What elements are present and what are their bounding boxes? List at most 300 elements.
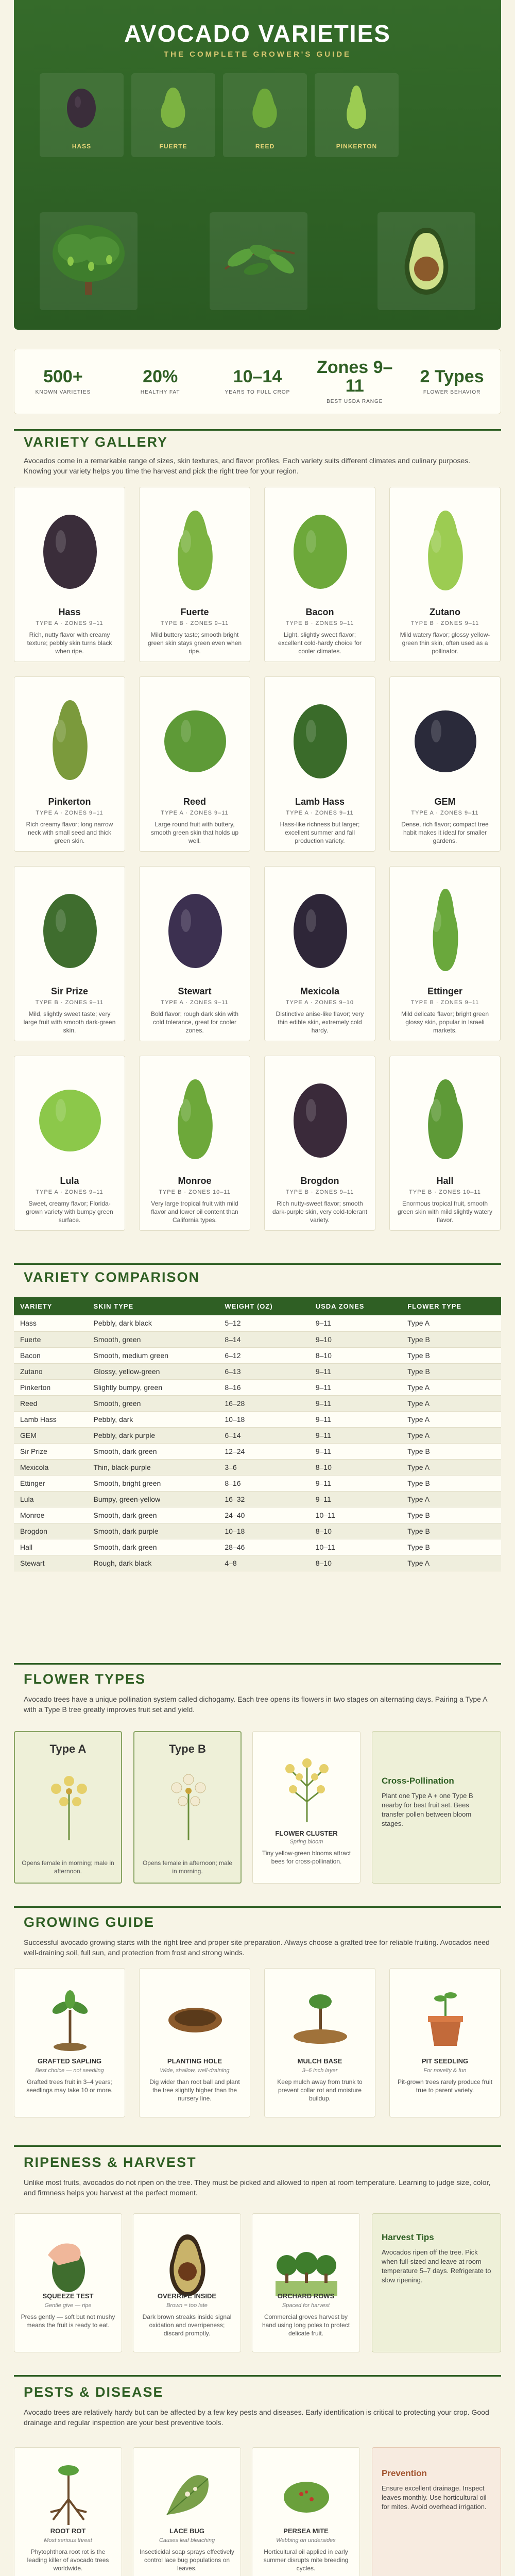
variety-card [389,487,501,662]
box-title: ROOT ROT [50,2527,86,2535]
table-cell: 24–40 [218,1507,309,1523]
variety-type: TYPE B · ZONES 10–11 [409,1189,481,1195]
harvest-tips-box [372,2213,501,2352]
stat-item [408,368,496,395]
sapling-icon [39,1979,101,2056]
harvest-tips-desc: Avocados ripen off the tree. Pick when full-sized and leave at room temperature 5–7 days. Refrigerate to slow ripening. [382,2248,491,2284]
table-cell: Lamb Hass [14,1411,88,1427]
type-b-box [133,1731,242,1884]
variety-card [389,676,501,852]
table-row [14,1363,501,1379]
table-cell: Type A [401,1411,501,1427]
table-cell: Pebbly, dark [88,1411,219,1427]
table-cell: 9–11 [310,1395,402,1411]
stat-item [19,368,107,395]
variety-desc: Rich creamy flavor; long narrow neck with small seed and thick green skin. [26,821,113,844]
box-title: OVERRIPE INSIDE [157,2292,217,2300]
growing-box [389,1968,501,2117]
table-cell: 8–16 [218,1475,309,1491]
variety-desc: Hass-like richness but larger; excellent summer and fall production variety. [280,821,360,844]
table-cell: Smooth, dark purple [88,1523,219,1539]
type-b-title: Type B [169,1742,206,1755]
variety-name: Lula [60,1176,79,1186]
flowers-title: FLOWER TYPES [24,1671,146,1687]
box-subtitle: Brown = too late [166,2302,208,2309]
variety-type: TYPE B · ZONES 9–11 [285,620,354,626]
hero-tile-label: REED [255,143,275,150]
prevention-box [372,2447,501,2576]
variety-card [14,1056,125,1231]
avocado-icon [409,690,482,793]
flower-cluster-title: FLOWER CLUSTER [275,1829,338,1837]
table-cell: Type A [401,1315,501,1331]
table-cell: Brogdon [14,1523,88,1539]
avocado-icon [159,500,231,603]
table-cell: 6–12 [218,1347,309,1363]
growing-box [264,1968,375,2117]
variety-card [139,676,250,852]
variety-type: TYPE A · ZONES 9–11 [161,810,229,816]
table-cell: 9–11 [310,1411,402,1427]
box-title: PIT SEEDLING [421,2057,469,2065]
variety-card [264,866,375,1041]
table-cell: Bacon [14,1347,88,1363]
variety-type: TYPE A · ZONES 9–11 [36,810,104,816]
table-cell: Type A [401,1555,501,1571]
comparison-title: VARIETY COMPARISON [24,1269,200,1285]
squeeze-icon [38,2224,99,2301]
table-cell: Smooth, bright green [88,1475,219,1491]
table-row [14,1555,501,1571]
table-cell: 9–11 [310,1475,402,1491]
hero-title: AVOCADO VARIETIES [124,20,391,47]
flower-icon [155,1763,222,1840]
variety-type: TYPE B · ZONES 10–11 [159,1189,231,1195]
table-cell: Thin, black-purple [88,1459,219,1475]
box-subtitle: Best choice — not seedling [35,2067,104,2074]
table-row [14,1347,501,1363]
table-cell: Smooth, green [88,1331,219,1347]
table-cell: Hass [14,1315,88,1331]
avocado-icon [159,1069,231,1172]
variety-card [139,487,250,662]
avocado-tree-icon [40,212,138,310]
avocado-icon [34,500,106,603]
root-icon [38,2458,99,2535]
box-subtitle: Webbing on undersides [276,2537,336,2544]
table-cell: Type A [401,1459,501,1475]
variety-name: Bacon [305,607,334,617]
variety-card [14,676,125,852]
prevention-desc: Ensure excellent drainage. Inspect leaves monthly. Use horticultural oil for mites. Avoid overhead irrigation. [382,2484,487,2511]
variety-name: Zutano [430,607,460,617]
avocado-leaves-icon [210,212,307,310]
gallery-title: VARIETY GALLERY [24,434,168,450]
table-cell: Type B [401,1443,501,1459]
pests-title: PESTS & DISEASE [24,2384,164,2400]
box-title: GRAFTED SAPLING [37,2057,102,2065]
table-cell: Type A [401,1427,501,1443]
table-cell: 8–16 [218,1379,309,1395]
table-cell: Bumpy, green-yellow [88,1491,219,1507]
box-desc: Dark brown streaks inside signal oxidation and overripeness; discard promptly. [142,2313,232,2337]
pit-icon [415,1979,476,2056]
table-row [14,1523,501,1539]
variety-name: Hass [58,607,81,617]
table-cell: Type A [401,1379,501,1395]
table-cell: Lula [14,1491,88,1507]
table-row [14,1539,501,1555]
variety-type: TYPE B · ZONES 9–11 [410,999,479,1006]
hero-tile-label: FUERTE [159,143,187,150]
variety-name: Fuerte [180,607,209,617]
box-desc: Grafted trees fruit in 3–4 years; seedlings may take 10 or more. [26,2078,113,2094]
table-row [14,1427,501,1443]
variety-desc: Light, slightly sweet flavor; excellent cold-hardy choice for cooler climates. [278,631,362,655]
table-cell: 16–28 [218,1395,309,1411]
hero-tile-label: HASS [72,143,92,150]
variety-name: Stewart [178,986,212,996]
section-divider [14,2375,501,2377]
type-a-title: Type A [49,1742,87,1755]
variety-type: TYPE A · ZONES 9–10 [285,999,354,1006]
flower-cluster-box [252,1731,360,1884]
table-cell: Type B [401,1331,501,1347]
hole-icon [164,1979,226,2056]
table-cell: Stewart [14,1555,88,1571]
variety-type: TYPE A · ZONES 9–11 [161,999,229,1006]
pests-intro: Avocado trees are relatively hardy but can be affected by a few key pests and diseases. Early identification is critical to protecting your crop. Good drainage and regular inspection are your best preventive tools. [24,2408,489,2427]
stat-item [116,368,204,395]
table-cell: 10–18 [218,1523,309,1539]
variety-desc: Mild buttery taste; smooth bright green skin stays green even when ripe. [147,631,242,655]
box-title: LACE BUG [169,2527,204,2535]
table-cell: 3–6 [218,1459,309,1475]
section-divider [14,1663,501,1665]
stats-bar [14,349,501,414]
hero-banner [14,0,501,330]
table-cell: 9–11 [310,1379,402,1395]
variety-card [14,487,125,662]
hero-tile-reed [223,73,307,157]
table-cell: Type B [401,1507,501,1523]
table-cell: Fuerte [14,1331,88,1347]
variety-desc: Mild watery flavor; glossy yellow-green thin skin, often used as a pollinator. [400,631,490,655]
avocado-icon [284,500,356,603]
table-cell: 9–11 [310,1427,402,1443]
table-row [14,1459,501,1475]
table-cell: 6–14 [218,1427,309,1443]
comparison-table [14,1297,501,1571]
pests-box [14,2447,122,2576]
variety-name: Hall [436,1176,454,1186]
flower-cluster-desc: Tiny yellow-green blooms attract bees for cross-pollination. [262,1850,351,1865]
box-desc: Pit-grown trees rarely produce fruit true to parent variety. [397,2078,493,2094]
variety-desc: Very large tropical fruit with mild flavor and lower oil content than California types. [151,1200,238,1224]
cross-pollination-title: Cross-Pollination [382,1776,454,1786]
pests-box [252,2447,360,2576]
table-row [14,1491,501,1507]
variety-desc: Mild delicate flavor; bright green glossy skin, popular in Israeli markets. [401,1010,489,1034]
stat-label: YEARS TO FULL CROP [225,389,290,395]
type-a-desc: Opens female in morning; male in afternoon. [22,1859,114,1875]
variety-card [139,866,250,1041]
variety-type: TYPE B · ZONES 9–11 [35,999,104,1006]
table-cell: 8–10 [310,1347,402,1363]
table-cell: Ettinger [14,1475,88,1491]
halved-avocado-icon [377,212,475,310]
table-cell: 12–24 [218,1443,309,1459]
box-desc: Horticultural oil applied in early summer disrupts mite breeding cycles. [263,2548,349,2572]
type-a-box [14,1731,122,1884]
table-body [14,1315,501,1571]
hero-tile-halved [377,212,475,310]
table-cell: Type B [401,1475,501,1491]
table-cell: Smooth, medium green [88,1347,219,1363]
table-cell: Type B [401,1539,501,1555]
box-subtitle: Causes leaf bleaching [159,2537,215,2544]
flower-icon [36,1763,102,1840]
table-cell: Monroe [14,1507,88,1523]
ripeness-intro: Unlike most fruits, avocados do not ripen on the tree. They must be picked and allowed to ripen at room temperature. Learning to judge size, color, and firmness helps you harvest at the perfect moment. [24,2178,491,2197]
table-cell: 9–11 [310,1315,402,1331]
prevention-title: Prevention [382,2468,427,2478]
variety-name: Reed [183,796,206,807]
ripeness-title: RIPENESS & HARVEST [24,2155,197,2170]
avocado-icon [284,879,356,982]
table-cell: Hall [14,1539,88,1555]
avocado-icon [409,879,482,982]
box-subtitle: For novelty & fun [423,2067,467,2074]
growing-box [139,1968,250,2117]
table-cell: Zutano [14,1363,88,1379]
table-cell: 8–10 [310,1555,402,1571]
avocado-icon [159,690,231,793]
variety-type: TYPE A · ZONES 9–11 [411,810,479,816]
cross-pollination-box [372,1731,501,1884]
variety-desc: Mild, slightly sweet taste; very large fruit with smooth dark-green skin. [23,1010,116,1034]
table-row [14,1475,501,1491]
box-title: SQUEEZE TEST [42,2292,94,2300]
stat-label: HEALTHY FAT [140,389,180,395]
table-cell: Pebbly, dark black [88,1315,219,1331]
table-header-cell: FLOWER TYPE [401,1297,501,1315]
table-cell: Sir Prize [14,1443,88,1459]
stat-value: 500+ [43,367,83,387]
table-cell: GEM [14,1427,88,1443]
hero-tile-pinkerton [315,73,399,157]
variety-card [14,866,125,1041]
table-cell: Glossy, yellow-green [88,1363,219,1379]
table-cell: Type B [401,1347,501,1363]
section-divider [14,2145,501,2147]
section-divider [14,1906,501,1908]
table-cell: Pinkerton [14,1379,88,1395]
variety-card [389,1056,501,1231]
table-row [14,1379,501,1395]
box-subtitle: 3–6 inch layer [302,2067,338,2074]
orchard-icon [276,2224,337,2301]
avocado-icon [34,1069,106,1172]
growing-intro: Successful avocado growing starts with the right tree and proper site preparation. Always choose a grafted tree for reliable fruiting. Avocados need well-draining soil, full sun, and protection from frost and strong winds. [24,1938,490,1957]
table-cell: Reed [14,1395,88,1411]
avocado-icon [409,500,482,603]
box-subtitle: Gentle give — ripe [44,2302,92,2309]
lace-icon [157,2458,218,2535]
variety-name: Sir Prize [50,986,89,996]
table-cell: Type B [401,1523,501,1539]
table-cell: Type A [401,1491,501,1507]
variety-desc: Rich, nutty flavor with creamy texture; pebbly skin turns black when ripe. [27,631,112,655]
box-title: PERSEA MITE [283,2527,329,2535]
variety-card [264,676,375,852]
avocado-icon [159,879,231,982]
hero-tile-label: PINKERTON [336,143,377,150]
overripe-icon [157,2224,218,2301]
variety-card [389,866,501,1041]
variety-type: TYPE A · ZONES 9–11 [36,1189,104,1195]
gallery-intro: Avocados come in a remarkable range of sizes, skin textures, and flavor profiles. Each variety suits different climates and culinary purposes. Knowing your variety helps you time the harvest and pick the right tree for your region. [24,456,471,475]
flower-cluster-icon [273,1745,340,1822]
table-row [14,1411,501,1427]
table-cell: Type B [401,1363,501,1379]
ripeness-box [252,2213,360,2352]
avocado-icon [284,690,356,793]
variety-name: Ettinger [427,986,462,996]
table-cell: Smooth, dark green [88,1443,219,1459]
flowers-intro: Avocado trees have a unique pollination system called dichogamy. Each tree opens its flowers in two stages on alternating days. Pairing a Type A with a Type B tree greatly improves fruit set and yield. [24,1695,487,1714]
box-subtitle: Wide, shallow, well-draining [160,2067,230,2074]
variety-desc: Enormous tropical fruit, smooth green skin with mild slightly watery flavor. [397,1200,493,1224]
section-divider [14,429,501,431]
table-cell: Rough, dark black [88,1555,219,1571]
table-row [14,1331,501,1347]
box-desc: Phytophthora root rot is the leading killer of avocado trees worldwide. [27,2548,109,2572]
box-desc: Keep mulch away from trunk to prevent collar rot and moisture buildup. [277,2078,363,2102]
variety-type: TYPE B · ZONES 9–11 [160,620,229,626]
table-cell: 8–10 [310,1459,402,1475]
box-title: PLANTING HOLE [167,2057,222,2065]
avocado-icon [409,1069,482,1172]
table-cell: 10–11 [310,1539,402,1555]
table-cell: Smooth, dark green [88,1507,219,1523]
table-cell: 6–13 [218,1363,309,1379]
table-cell: 10–18 [218,1411,309,1427]
table-cell: 9–11 [310,1491,402,1507]
stat-label: FLOWER BEHAVIOR [423,389,481,395]
table-row [14,1443,501,1459]
variety-name: Mexicola [300,986,340,996]
variety-desc: Rich nutty-sweet flavor; smooth dark-purple skin, very cold-tolerant variety. [272,1200,368,1224]
flower-cluster-sub: Spring bloom [289,1839,323,1845]
variety-type: TYPE B · ZONES 9–11 [410,620,479,626]
variety-card [264,487,375,662]
table-row [14,1315,501,1331]
type-b-desc: Opens female in afternoon; male in morning. [142,1859,233,1875]
box-desc: Insecticidal soap sprays effectively control lace bug populations on leaves. [140,2548,234,2572]
table-cell: Smooth, green [88,1395,219,1411]
stat-value: 2 Types [420,367,484,387]
table-header-row [14,1297,501,1315]
hero-tile-hass [40,73,124,157]
variety-desc: Bold flavor; rough dark skin with cold tolerance, great for cooler zones. [150,1010,239,1034]
variety-desc: Distinctive anise-like flavor; very thin edible skin, extremely cold hardy. [276,1010,364,1034]
hero-tile-tree [40,212,138,310]
box-subtitle: Spaced for harvest [282,2302,330,2309]
box-title: MULCH BASE [297,2057,342,2065]
table-header-cell: WEIGHT (OZ) [218,1297,309,1315]
box-title: ORCHARD ROWS [277,2292,335,2300]
variety-type: TYPE A · ZONES 9–11 [286,810,354,816]
variety-card [264,1056,375,1231]
table-cell: 4–8 [218,1555,309,1571]
avocado-icon [34,879,106,982]
stat-value: Zones 9–11 [317,358,393,396]
variety-card [139,1056,250,1231]
table-cell: Smooth, dark green [88,1539,219,1555]
variety-desc: Large round fruit with buttery, smooth green skin that holds up well. [150,821,239,844]
table-cell: 9–10 [310,1331,402,1347]
ripeness-box [14,2213,122,2352]
ripeness-box [133,2213,241,2352]
table-cell: Pebbly, dark purple [88,1427,219,1443]
growing-box [14,1968,125,2117]
variety-name: Lamb Hass [295,796,345,807]
table-cell: 9–11 [310,1443,402,1459]
box-subtitle: Most serious threat [44,2537,92,2544]
table-row [14,1395,501,1411]
table-cell: 8–14 [218,1331,309,1347]
avocado-icon [284,1069,356,1172]
mulch-icon [289,1979,351,2056]
stat-label: BEST USDA RANGE [327,398,383,404]
table-header-cell: USDA ZONES [310,1297,402,1315]
hero-subtitle: THE COMPLETE GROWER'S GUIDE [163,50,352,59]
table-cell: 10–11 [310,1507,402,1523]
harvest-tips-title: Harvest Tips [382,2232,434,2242]
variety-name: Pinkerton [48,796,91,807]
table-cell: 28–46 [218,1539,309,1555]
box-desc: Commercial groves harvest by hand using long poles to protect delicate fruit. [262,2313,350,2337]
box-desc: Dig wider than root ball and plant the tree slightly higher than the nursery line. [149,2078,240,2102]
section-divider [14,1263,501,1265]
box-desc: Press gently — soft but not mushy means the fruit is ready to eat. [21,2313,115,2329]
stat-item [214,368,301,395]
variety-name: Monroe [178,1176,212,1186]
variety-name: GEM [434,796,456,807]
table-cell: 16–32 [218,1491,309,1507]
table-header-cell: SKIN TYPE [88,1297,219,1315]
stat-value: 20% [143,367,178,387]
pests-box [133,2447,241,2576]
table-row [14,1507,501,1523]
growing-title: GROWING GUIDE [24,1914,154,1930]
table-header-cell: VARIETY [14,1297,88,1315]
stat-value: 10–14 [233,367,282,387]
table-cell: Type A [401,1395,501,1411]
table-cell: 5–12 [218,1315,309,1331]
variety-desc: Sweet, creamy flavor; Florida-grown variety with bumpy green surface. [26,1200,113,1224]
table-cell: 9–11 [310,1363,402,1379]
hero-tile-leaves [210,212,307,310]
table-cell: 8–10 [310,1523,402,1539]
table-cell: Slightly bumpy, green [88,1379,219,1395]
hero-tile-fuerte [131,73,215,157]
mite-icon [276,2458,337,2535]
variety-desc: Dense, rich flavor; compact tree habit makes it ideal for smaller gardens. [401,821,489,844]
variety-type: TYPE A · ZONES 9–11 [36,620,104,626]
stat-label: KNOWN VARIETIES [35,389,91,395]
